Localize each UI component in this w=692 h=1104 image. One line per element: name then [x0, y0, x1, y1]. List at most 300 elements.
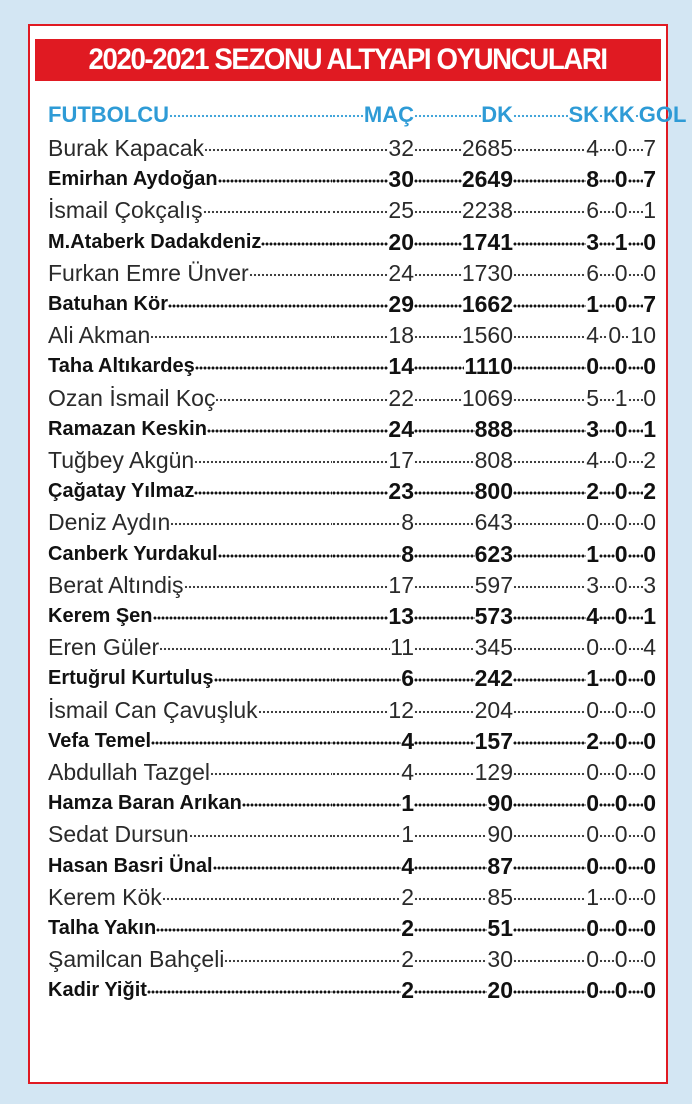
- minutes-value: 2649: [461, 166, 513, 193]
- player-name-cell: [48, 195, 332, 226]
- red-cards-value: 0: [614, 353, 628, 380]
- matches-value-cell: [332, 320, 414, 351]
- red-cards-value: 0: [614, 571, 628, 598]
- minutes-value-cell: [414, 944, 513, 975]
- red-cards-value: 0: [614, 166, 628, 193]
- leader-dots: [332, 114, 364, 122]
- minutes-value-cell: [414, 788, 513, 819]
- goals-value: 0: [643, 259, 656, 286]
- minutes-value-cell: [414, 351, 513, 382]
- player-name-cell: [48, 507, 332, 538]
- matches-value-cell: [332, 445, 414, 476]
- leader-dots: [332, 398, 388, 406]
- player-name-cell: [48, 445, 332, 476]
- red-cards-value: 0: [614, 852, 628, 879]
- leader-dots: [213, 866, 332, 874]
- minutes-value: 1110: [464, 353, 513, 380]
- minutes-value-cell: [414, 726, 513, 757]
- minutes-value: 1069: [461, 384, 513, 411]
- leader-dots: [414, 897, 487, 905]
- minutes-value: 808: [474, 447, 513, 473]
- leader-dots: [628, 741, 644, 749]
- yellow-cards-value-cell: [513, 445, 599, 476]
- header-mac: MAÇ: [363, 102, 414, 127]
- matches-value: 4: [401, 759, 414, 785]
- minutes-value-cell: [414, 819, 513, 850]
- red-cards-value: 0: [614, 759, 628, 785]
- matches-value: 8: [401, 509, 414, 536]
- leader-dots: [332, 210, 388, 218]
- leader-dots: [332, 647, 390, 655]
- player-name-cell: [48, 414, 332, 445]
- leader-dots: [332, 616, 388, 624]
- player-name: Ali Akman: [48, 322, 151, 349]
- leader-dots: [513, 242, 586, 250]
- table-row: [48, 414, 656, 445]
- leader-dots: [332, 179, 388, 187]
- player-name: Kerem Şen: [48, 605, 153, 627]
- matches-value-cell: [332, 819, 414, 850]
- yellow-cards-value-cell: [513, 695, 599, 726]
- yellow-cards-value: 0: [586, 915, 599, 941]
- table-header-row: [48, 99, 687, 130]
- minutes-value-cell: [414, 383, 513, 414]
- leader-dots: [628, 928, 644, 936]
- player-name-cell: [48, 133, 332, 164]
- player-name-cell: [48, 757, 332, 788]
- player-name-cell: [48, 383, 332, 414]
- leader-dots: [414, 210, 462, 218]
- table-row: [48, 726, 656, 757]
- leader-dots: [332, 834, 401, 842]
- matches-value-cell: [332, 601, 414, 632]
- goals-value: 0: [643, 977, 656, 1004]
- leader-dots: [621, 335, 630, 343]
- leader-dots: [628, 398, 644, 406]
- yellow-cards-value-cell: [513, 944, 599, 975]
- red-cards-value: 0: [614, 603, 628, 629]
- red-cards-value-cell: [599, 507, 656, 538]
- yellow-cards-value: 0: [586, 696, 599, 723]
- goals-value: 0: [643, 790, 656, 817]
- player-name-cell: [48, 476, 332, 507]
- player-name-cell: [48, 258, 332, 289]
- leader-dots: [218, 179, 332, 187]
- yellow-cards-value: 1: [586, 665, 599, 692]
- leader-dots: [332, 866, 401, 874]
- red-cards-value-cell: [599, 726, 656, 757]
- leader-dots: [162, 897, 332, 905]
- minutes-value: 129: [474, 759, 513, 785]
- player-name: Kadir Yiğit: [48, 979, 147, 1002]
- leader-dots: [414, 242, 462, 250]
- leader-dots: [224, 959, 332, 967]
- minutes-value: 345: [474, 634, 513, 661]
- goals-value: 1: [643, 415, 656, 442]
- table-row: [48, 164, 656, 195]
- leader-dots: [513, 179, 586, 187]
- minutes-value-cell: [414, 507, 513, 538]
- minutes-value: 30: [487, 946, 513, 973]
- leader-dots: [332, 429, 388, 437]
- leader-dots: [628, 304, 644, 312]
- matches-value: 12: [388, 696, 414, 723]
- minutes-value: 800: [474, 478, 513, 505]
- goals-value: 0: [643, 821, 656, 848]
- matches-value-cell: [332, 726, 414, 757]
- leader-dots: [513, 304, 586, 312]
- yellow-cards-value-cell: [513, 320, 599, 351]
- red-cards-value-cell: [599, 227, 656, 258]
- leader-dots: [628, 429, 644, 437]
- leader-dots: [628, 210, 644, 218]
- red-cards-value-cell: [599, 975, 656, 1006]
- leader-dots: [599, 242, 615, 250]
- player-name-cell: [48, 570, 332, 601]
- minutes-value: 242: [474, 665, 513, 692]
- leader-dots: [513, 803, 586, 811]
- yellow-cards-value: 6: [586, 197, 599, 224]
- leader-dots: [599, 897, 615, 905]
- leader-dots: [332, 772, 401, 780]
- minutes-value: 20: [487, 977, 513, 1004]
- red-cards-value-cell: [599, 445, 656, 476]
- player-name: Furkan Emre Ünver: [48, 259, 249, 286]
- minutes-value: 87: [487, 852, 513, 879]
- yellow-cards-value: 4: [586, 603, 599, 629]
- yellow-cards-value: 3: [586, 571, 599, 598]
- leader-dots: [414, 398, 462, 406]
- red-cards-value-cell: [599, 476, 656, 507]
- yellow-cards-value-cell: [513, 289, 599, 320]
- player-name: Şamilcan Bahçeli: [48, 946, 225, 973]
- leader-dots: [599, 273, 615, 281]
- red-cards-value: 0: [614, 415, 628, 442]
- minutes-value-cell: [414, 757, 513, 788]
- yellow-cards-value: 3: [586, 228, 599, 255]
- leader-dots: [599, 335, 608, 343]
- red-cards-value: 0: [614, 135, 628, 161]
- yellow-cards-value: 4: [586, 322, 599, 349]
- yellow-cards-value-cell: [513, 726, 599, 757]
- matches-value-cell: [332, 632, 414, 663]
- yellow-cards-value: 6: [586, 259, 599, 286]
- minutes-value-cell: [414, 882, 513, 913]
- player-name-cell: [48, 320, 332, 351]
- leader-dots: [170, 522, 332, 530]
- yellow-cards-value: 0: [586, 821, 599, 848]
- red-cards-value-cell: [599, 757, 656, 788]
- minutes-value: 51: [487, 915, 513, 941]
- table-row: [48, 539, 656, 570]
- matches-value: 30: [388, 166, 414, 193]
- matches-value-cell: [332, 757, 414, 788]
- leader-dots: [599, 148, 615, 156]
- matches-value: 2: [401, 946, 414, 973]
- goals-value: 1: [643, 603, 656, 629]
- leader-dots: [414, 522, 475, 530]
- leader-dots: [414, 990, 487, 998]
- leader-dots: [513, 522, 586, 530]
- minutes-value-cell: [414, 133, 513, 164]
- player-name: Tuğbey Akgün: [48, 447, 195, 473]
- leader-dots: [414, 335, 462, 343]
- red-cards-value: 0: [614, 509, 628, 536]
- matches-value: 29: [388, 291, 414, 317]
- leader-dots: [414, 928, 487, 936]
- player-name: Berat Altındiş: [48, 571, 184, 598]
- red-cards-value-cell: [599, 663, 656, 694]
- table-row: [48, 695, 656, 726]
- red-cards-value-cell: [599, 414, 656, 445]
- matches-value-cell: [332, 944, 414, 975]
- minutes-value-cell: [414, 851, 513, 882]
- matches-value-cell: [332, 851, 414, 882]
- matches-value: 24: [388, 259, 414, 286]
- matches-value: 23: [388, 478, 414, 505]
- leader-dots: [513, 366, 586, 374]
- player-name: Ertuğrul Kurtuluş: [48, 667, 214, 690]
- leader-dots: [599, 678, 615, 686]
- yellow-cards-value-cell: [513, 383, 599, 414]
- leader-dots: [599, 429, 615, 437]
- matches-value-cell: [332, 351, 414, 382]
- leader-dots: [414, 772, 475, 780]
- leader-dots: [599, 585, 615, 593]
- minutes-value: 2238: [461, 197, 513, 224]
- table-row: [48, 819, 656, 850]
- red-cards-value: 0: [614, 447, 628, 473]
- table-row: [48, 507, 656, 538]
- header-sk: SK: [568, 102, 599, 127]
- red-cards-value-cell: [599, 570, 656, 601]
- minutes-value: 1741: [461, 228, 513, 255]
- table-row: [48, 320, 656, 351]
- goals-value: 0: [643, 852, 656, 879]
- player-name: Sedat Dursun: [48, 821, 189, 848]
- red-cards-value: 0: [614, 634, 628, 661]
- player-name: İsmail Çokçalış: [48, 197, 203, 224]
- yellow-cards-value-cell: [513, 975, 599, 1006]
- player-name: Canberk Yurdakul: [48, 542, 218, 565]
- leader-dots: [628, 803, 644, 811]
- leader-dots: [628, 647, 644, 655]
- leader-dots: [513, 460, 586, 468]
- minutes-value: 1730: [461, 259, 513, 286]
- leader-dots: [628, 772, 644, 780]
- leader-dots: [414, 959, 487, 967]
- leader-dots: [258, 710, 332, 718]
- table-row: [48, 601, 656, 632]
- leader-dots: [414, 304, 462, 312]
- leader-dots: [599, 366, 615, 374]
- leader-dots: [628, 585, 644, 593]
- leader-dots: [169, 114, 332, 122]
- matches-value: 13: [388, 603, 414, 629]
- matches-value-cell: [332, 663, 414, 694]
- red-cards-value: 0: [614, 883, 628, 910]
- header-futbolcu-cell: [48, 99, 332, 130]
- leader-dots: [215, 398, 332, 406]
- stats-card: [28, 24, 687, 1084]
- leader-dots: [599, 647, 615, 655]
- player-name-cell: [48, 788, 332, 819]
- yellow-cards-value-cell: [513, 913, 599, 944]
- red-cards-value: 0: [614, 915, 628, 941]
- table-row: [48, 882, 656, 913]
- leader-dots: [513, 772, 586, 780]
- goals-value: 4: [643, 634, 656, 661]
- leader-dots: [210, 772, 332, 780]
- red-cards-value-cell: [599, 320, 656, 351]
- minutes-value: 2685: [461, 135, 513, 161]
- leader-dots: [414, 273, 462, 281]
- minutes-value: 204: [474, 696, 513, 723]
- leader-dots: [332, 990, 401, 998]
- leader-dots: [628, 491, 644, 499]
- player-name: Hamza Baran Arıkan: [48, 792, 242, 815]
- leader-dots: [513, 928, 586, 936]
- goals-value: 0: [643, 946, 656, 973]
- leader-dots: [628, 616, 644, 624]
- red-cards-value-cell: [599, 819, 656, 850]
- yellow-cards-value-cell: [513, 788, 599, 819]
- leader-dots: [599, 928, 615, 936]
- matches-value-cell: [332, 539, 414, 570]
- matches-value: 2: [401, 915, 414, 941]
- yellow-cards-value: 0: [586, 353, 599, 380]
- player-name: M.Ataberk Dadakdeniz: [48, 230, 262, 253]
- red-cards-value-cell: [599, 632, 656, 663]
- header-mac-cell: [332, 99, 414, 130]
- goals-value: 7: [643, 135, 656, 161]
- goals-value: 1: [643, 197, 656, 224]
- leader-dots: [204, 148, 332, 156]
- red-cards-value: 0: [614, 946, 628, 973]
- red-cards-value: 0: [614, 727, 628, 754]
- yellow-cards-value-cell: [513, 133, 599, 164]
- table-title: 2020-2021 SEZONU ALTYAPI OYUNCULARI: [88, 43, 608, 76]
- player-name: Emirhan Aydoğan: [48, 168, 218, 191]
- leader-dots: [332, 678, 401, 686]
- matches-value-cell: [332, 570, 414, 601]
- red-cards-value: 0: [614, 665, 628, 692]
- yellow-cards-value: 0: [586, 634, 599, 661]
- minutes-value: 1560: [461, 322, 513, 349]
- matches-value: 25: [388, 197, 414, 224]
- leader-dots: [599, 304, 615, 312]
- yellow-cards-value: 3: [586, 415, 599, 442]
- red-cards-value-cell: [599, 539, 656, 570]
- yellow-cards-value-cell: [513, 539, 599, 570]
- leader-dots: [414, 834, 487, 842]
- yellow-cards-value-cell: [513, 476, 599, 507]
- player-name: Taha Altıkardeş: [48, 355, 195, 378]
- player-name-cell: [48, 819, 332, 850]
- minutes-value-cell: [414, 414, 513, 445]
- matches-value-cell: [332, 788, 414, 819]
- leader-dots: [414, 647, 475, 655]
- player-name-cell: [48, 227, 332, 258]
- leader-dots: [414, 803, 487, 811]
- header-dk-cell: [414, 99, 513, 130]
- goals-value: 0: [643, 353, 656, 380]
- leader-dots: [513, 616, 586, 624]
- goals-value: 7: [643, 166, 656, 193]
- matches-value: 2: [401, 883, 414, 910]
- red-cards-value-cell: [599, 258, 656, 289]
- leader-dots: [599, 460, 615, 468]
- matches-value-cell: [332, 227, 414, 258]
- matches-value: 11: [390, 634, 414, 661]
- red-cards-value: 0: [614, 197, 628, 224]
- leader-dots: [513, 148, 586, 156]
- player-name: Burak Kapacak: [48, 135, 204, 161]
- leader-dots: [628, 148, 644, 156]
- leader-dots: [332, 366, 388, 374]
- leader-dots: [332, 959, 401, 967]
- yellow-cards-value: 2: [586, 727, 599, 754]
- player-name: Kerem Kök: [48, 883, 162, 910]
- player-name-cell: [48, 975, 332, 1006]
- matches-value-cell: [332, 882, 414, 913]
- leader-dots: [414, 429, 475, 437]
- leader-dots: [599, 179, 615, 187]
- goals-value: 0: [643, 665, 656, 692]
- table-row: [48, 195, 656, 226]
- leader-dots: [203, 210, 332, 218]
- goals-value: 0: [643, 915, 656, 941]
- leader-dots: [513, 335, 586, 343]
- leader-dots: [414, 678, 475, 686]
- leader-dots: [628, 554, 644, 562]
- leader-dots: [151, 741, 332, 749]
- leader-dots: [414, 366, 464, 374]
- red-cards-value: 0: [614, 696, 628, 723]
- table-row: [48, 570, 656, 601]
- player-name: Ozan İsmail Koç: [48, 384, 216, 411]
- leader-dots: [599, 710, 615, 718]
- yellow-cards-value: 4: [586, 447, 599, 473]
- leader-dots: [513, 429, 586, 437]
- minutes-value-cell: [414, 663, 513, 694]
- minutes-value: 1662: [461, 291, 513, 317]
- minutes-value: 90: [487, 790, 513, 817]
- yellow-cards-value: 2: [586, 478, 599, 505]
- minutes-value-cell: [414, 632, 513, 663]
- leader-dots: [599, 210, 615, 218]
- leader-dots: [414, 866, 487, 874]
- yellow-cards-value: 1: [586, 883, 599, 910]
- leader-dots: [513, 491, 586, 499]
- minutes-value-cell: [414, 164, 513, 195]
- leader-dots: [414, 741, 475, 749]
- table-row: [48, 851, 656, 882]
- matches-value: 17: [388, 571, 414, 598]
- leader-dots: [513, 710, 586, 718]
- header-gol: GOL: [638, 102, 687, 127]
- leader-dots: [513, 678, 586, 686]
- leader-dots: [218, 554, 332, 562]
- player-name-cell: [48, 539, 332, 570]
- leader-dots: [628, 866, 644, 874]
- matches-value-cell: [332, 195, 414, 226]
- goals-value: 10: [630, 322, 657, 349]
- yellow-cards-value-cell: [513, 851, 599, 882]
- player-name: Batuhan Kör: [48, 293, 168, 315]
- red-cards-value: 0: [614, 259, 628, 286]
- leader-dots: [332, 273, 388, 281]
